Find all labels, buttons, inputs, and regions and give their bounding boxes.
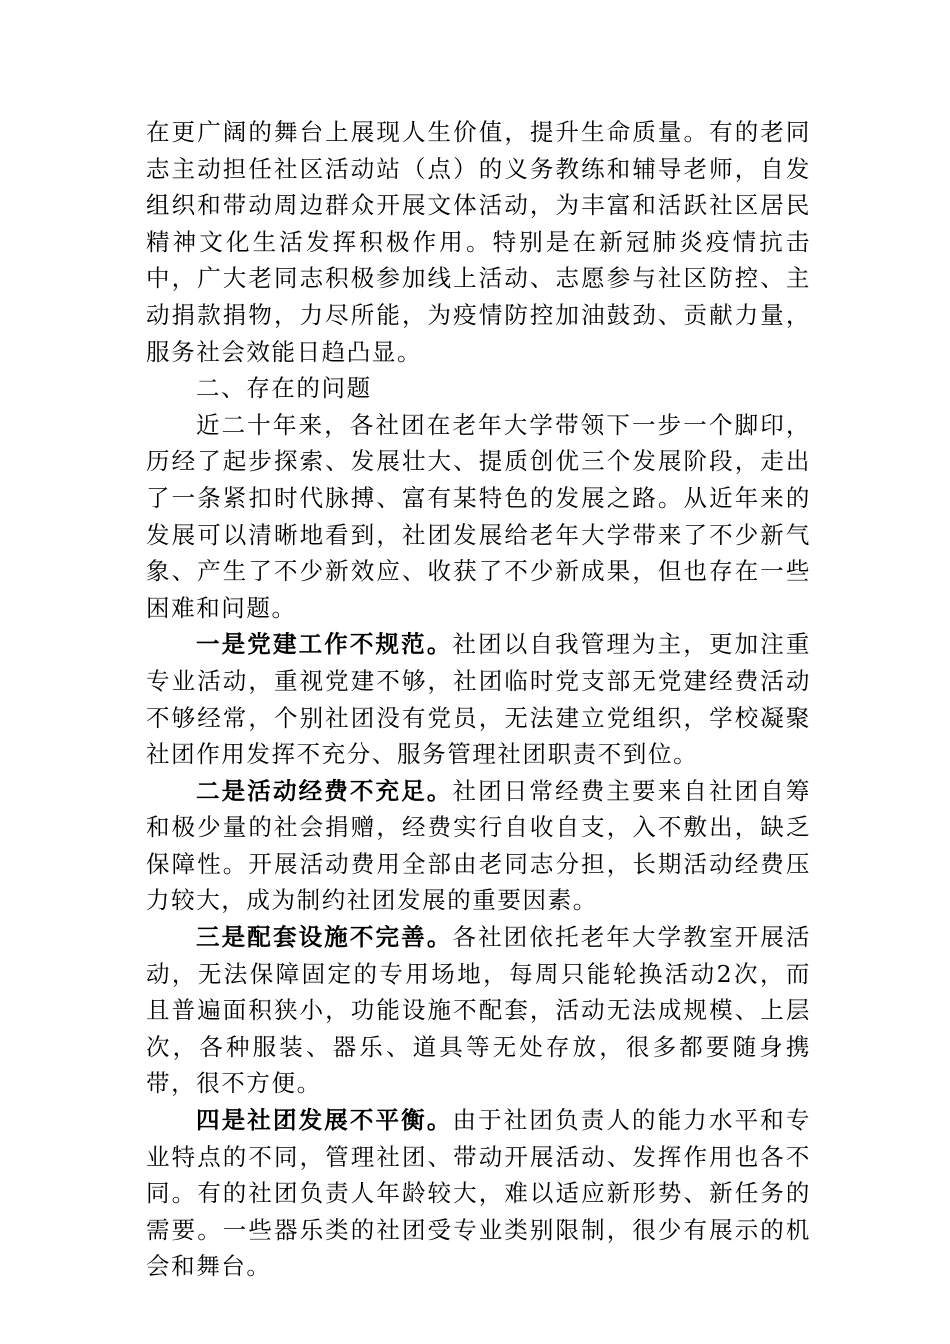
problem-body-1: 社团以自我管理为主，更加注重专业活动，重视党建不够，社团临时党支部无党建经费活动不够经常，个别社团没有党员，无法建立党组织，学校凝聚社团作用发挥不充分、服务管理社团职责不到位。	[146, 630, 812, 769]
overview-paragraph: 近二十年来，各社团在老年大学带领下一步一个脚印，历经了起步探索、发展壮大、提质创优三个发展阶段，走出了一条紧扣时代脉搏、富有某特色的发展之路。从近年来的发展可以清晰地看到，社团发展给老年大学带来了不少新气象、产生了不少新效应、收获了不少新成果，但也存在一些困难和问题。	[146, 410, 811, 622]
problem-paragraph-1	[146, 626, 811, 772]
problem-body-3: 各社团依托老年大学教室开展活动，无法保障固定的专用场地，每周只能轮换活动2次，而且普遍面积狭小，功能设施不配套，活动无法成规模、上层次，各种服装、器乐、道具等无处存放，很多都要随身携带，很不方便。	[146, 923, 812, 1098]
problem-lead-2: 二是活动经费不充足。	[196, 776, 453, 805]
problem-paragraph-4	[146, 1102, 811, 1285]
problem-lead-3: 三是配套设施不完善。	[196, 923, 453, 952]
intro-paragraph: 在更广阔的舞台上展现人生价值，提升生命质量。有的老同志主动担任社区活动站（点）的义务教练和辅导老师，自发组织和带动周边群众开展文体活动，为丰富和活跃社区居民精神文化生活发挥积极作用。特别是在新冠肺炎疫情抗击中，广大老同志积极参加线上活动、志愿参与社区防控、主动捐款捐物，力尽所能，为疫情防控加油鼓劲、贡献力量，服务社会效能日趋凸显。	[146, 118, 811, 366]
problem-lead-1: 一是党建工作不规范。	[196, 630, 453, 659]
problem-paragraph-3	[146, 919, 811, 1102]
section-heading: 二、存在的问题	[196, 374, 372, 403]
document-body	[146, 114, 811, 1285]
problem-lead-4: 四是社团发展不平衡。	[196, 1106, 453, 1135]
problem-body-2: 社团日常经费主要来自社团自筹和极少量的社会捐赠，经费实行自收自支，入不敷出，缺乏保障性。开展活动费用全部由老同志分担，长期活动经费压力较大，成为制约社团发展的重要因素。	[146, 776, 812, 915]
problem-body-4: 由于社团负责人的能力水平和专业特点的不同，管理社团、带动开展活动、发挥作用也各不同。有的社团负责人年龄较大，难以适应新形势、新任务的需要。一些器乐类的社团受专业类别限制，很少有展示的机会和舞台。	[146, 1106, 812, 1281]
problem-paragraph-2	[146, 773, 811, 919]
